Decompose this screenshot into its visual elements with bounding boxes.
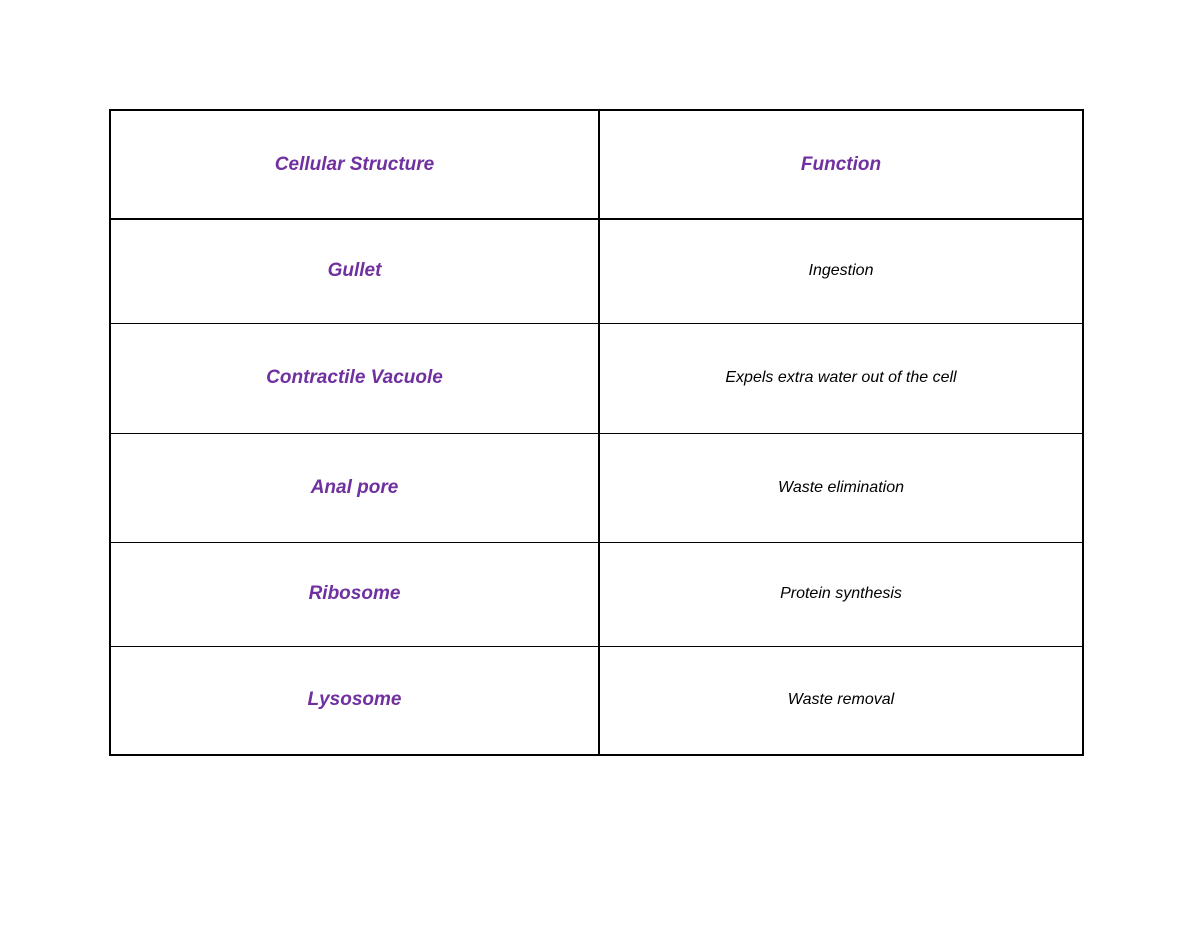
- function-cell: [599, 433, 1083, 542]
- function-description: Ingestion: [808, 262, 874, 280]
- function-description: Waste removal: [787, 691, 895, 709]
- function-cell: [599, 219, 1083, 323]
- structure-name: Lysosome: [307, 689, 402, 711]
- cell-structure-function-table: [109, 109, 1084, 756]
- header-function-label: Function: [800, 153, 882, 175]
- structure-cell: [110, 646, 599, 755]
- table-row: [110, 542, 1083, 646]
- function-cell: [599, 542, 1083, 646]
- table-row: [110, 323, 1083, 433]
- table-row: [110, 219, 1083, 323]
- structure-name: Gullet: [327, 260, 382, 282]
- table-row: [110, 646, 1083, 755]
- function-description: Expels extra water out of the cell: [725, 369, 957, 386]
- function-description: Waste elimination: [778, 478, 904, 496]
- structure-name: Ribosome: [308, 583, 401, 604]
- structure-cell: [110, 542, 599, 646]
- header-cell-structure: [110, 110, 599, 219]
- header-cell-function: [599, 110, 1083, 219]
- structure-cell: [110, 323, 599, 433]
- structure-cell: [110, 219, 599, 323]
- table-row: [110, 433, 1083, 542]
- structure-name: Contractile Vacuole: [266, 367, 443, 388]
- table-header-row: [110, 110, 1083, 219]
- function-cell: [599, 646, 1083, 755]
- header-structure-label: Cellular Structure: [274, 153, 435, 175]
- function-cell: [599, 323, 1083, 433]
- structure-cell: [110, 433, 599, 542]
- structure-name: Anal pore: [310, 476, 399, 498]
- function-description: Protein synthesis: [780, 585, 902, 602]
